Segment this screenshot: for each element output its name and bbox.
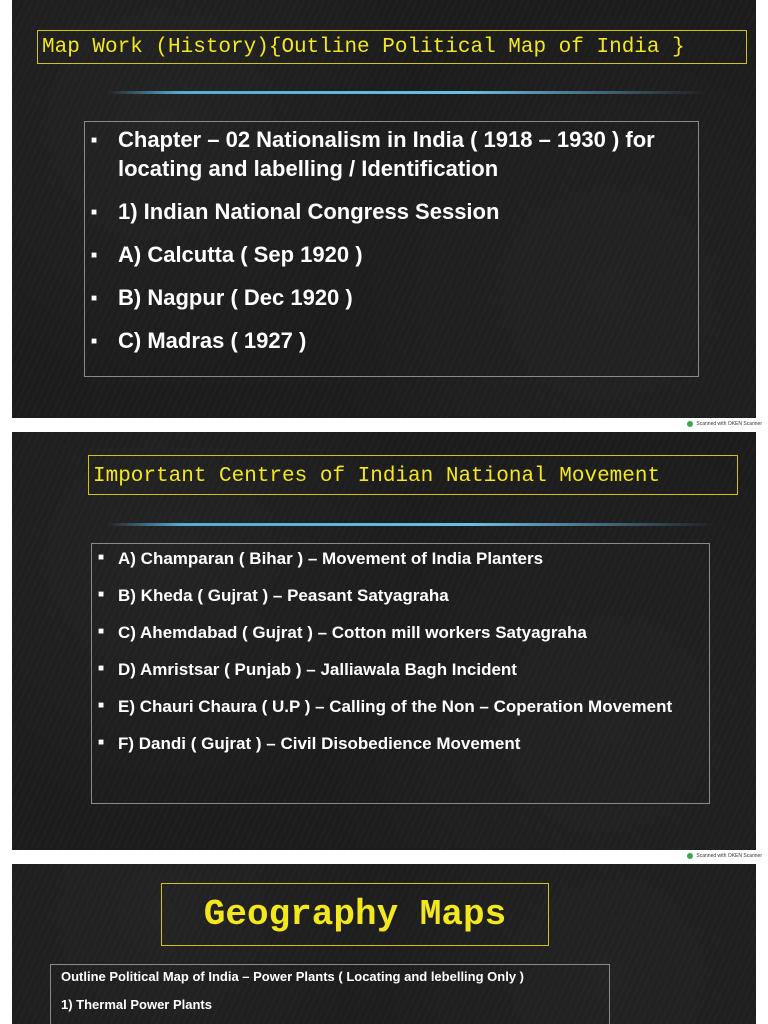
- slide-2-content-box: [91, 543, 710, 804]
- scanner-logo-icon: [687, 853, 693, 859]
- list-item: ■ Chapter – 02 Nationalism in India ( 1918 – 1930 ) for locating and labelling / Identification: [91, 127, 655, 181]
- bullet-icon: ■: [98, 737, 105, 748]
- list-item: ■ B) Kheda ( Gujrat ) – Peasant Satyagraha: [92, 584, 709, 607]
- slide-3-content-box: [50, 964, 610, 1024]
- bullet-icon: ■: [98, 626, 105, 637]
- list-item: ■ C) Ahemdabad ( Gujrat ) – Cotton mill workers Satyagraha: [92, 621, 709, 644]
- slide-2-divider: [107, 523, 717, 526]
- list-item: ■ B) Nagpur ( Dec 1920 ): [85, 283, 698, 312]
- list-item: Outline Political Map of India – Power Plants ( Locating and lebelling Only ): [61, 969, 524, 984]
- slide-2-title: Important Centres of Indian National Movement: [88, 455, 738, 495]
- list-item: ■ A) Calcutta ( Sep 1920 ): [85, 240, 698, 269]
- bullet-icon: ■: [91, 207, 98, 218]
- bullet-icon: ■: [91, 336, 98, 347]
- slide-1-title: Map Work (History){Outline Political Map of India }: [37, 30, 747, 64]
- list-item: ■ D) Amristsar ( Punjab ) – Jalliawala Bagh Incident: [92, 658, 709, 681]
- list-item: ■ 1) Indian National Congress Session: [85, 197, 698, 226]
- slide-3: [12, 864, 756, 1024]
- bullet-icon: ■: [91, 250, 98, 261]
- scanner-logo-icon: [687, 421, 693, 427]
- slide-3-title: Geography Maps: [161, 883, 549, 946]
- list-item: ■ A) Champaran ( Bihar ) – Movement of India Planters: [92, 547, 709, 570]
- scanner-watermark: Scanned with OKEN Scanner: [687, 853, 762, 859]
- slide-2: [12, 432, 756, 850]
- bullet-icon: ■: [91, 135, 98, 146]
- list-item: ■ F) Dandi ( Gujrat ) – Civil Disobedience Movement: [92, 732, 709, 755]
- list-item: ■ E) Chauri Chaura ( U.P ) – Calling of the Non – Coperation Movement: [92, 695, 709, 718]
- bullet-icon: ■: [98, 663, 105, 674]
- list-item: ■ C) Madras ( 1927 ): [85, 326, 698, 355]
- bullet-icon: ■: [91, 293, 98, 304]
- list-item: 1) Thermal Power Plants: [61, 997, 212, 1012]
- scanner-watermark: Scanned with OKEN Scanner: [687, 421, 762, 427]
- slide-1-divider: [107, 91, 707, 94]
- bullet-icon: ■: [98, 700, 105, 711]
- slide-1-content-box: [84, 121, 699, 377]
- bullet-icon: ■: [98, 589, 105, 600]
- bullet-icon: ■: [98, 552, 105, 563]
- slide-1: [12, 0, 756, 418]
